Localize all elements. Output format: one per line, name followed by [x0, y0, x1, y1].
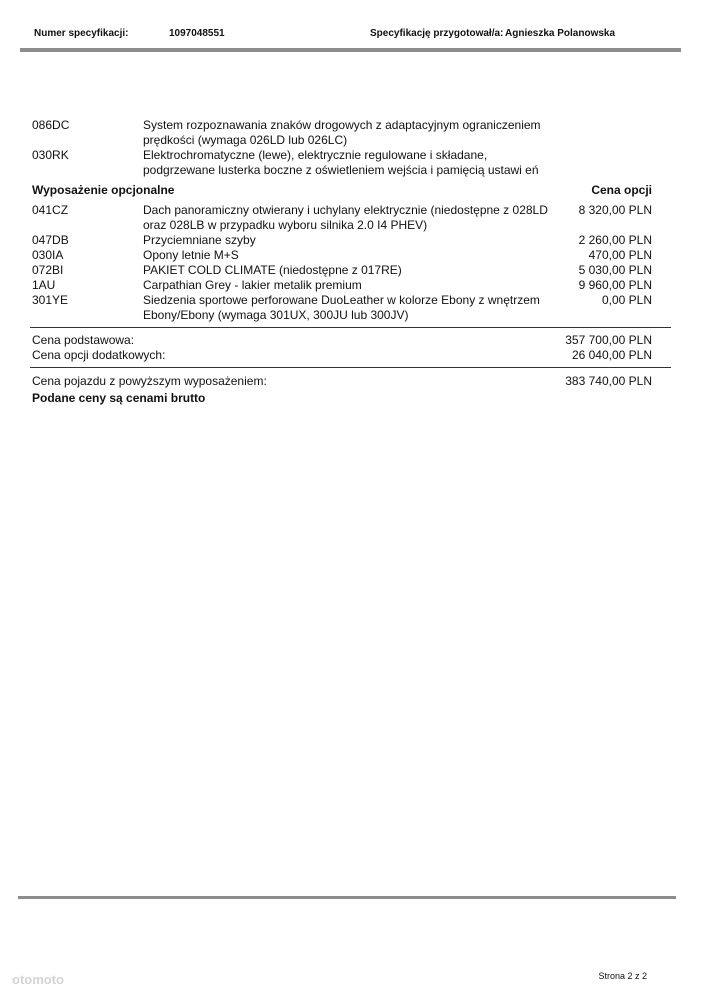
option-description: Opony letnie M+S: [143, 248, 239, 262]
total-price-value: 383 740,00 PLN: [565, 374, 652, 388]
optional-section-header: [32, 183, 652, 198]
page-number: Strona 2 z 2: [598, 971, 647, 981]
item-code: 030RK: [32, 148, 69, 162]
footer-divider: [18, 896, 676, 899]
option-description: Przyciemniane szyby: [143, 233, 256, 247]
item-code: 086DC: [32, 118, 70, 132]
base-price-row: [32, 333, 652, 348]
option-price: 2 260,00 PLN: [578, 233, 652, 247]
prepared-by-value: Agnieszka Polanowska: [505, 28, 616, 39]
table-row: [32, 278, 652, 293]
options-price-row: [32, 348, 652, 363]
option-price: 470,00 PLN: [588, 248, 652, 262]
total-price-label: Cena pojazdu z powyższym wyposażeniem:: [32, 374, 267, 388]
table-row: [32, 248, 652, 263]
option-code: 047DB: [32, 233, 69, 247]
list-item: [32, 118, 672, 148]
table-row: [32, 293, 652, 323]
total-divider: [30, 367, 671, 368]
option-description: Carpathian Grey - lakier metalik premium: [143, 278, 362, 292]
gross-prices-note: Podane ceny są cenami brutto: [32, 391, 206, 405]
option-code: 030IA: [32, 248, 64, 262]
option-description: PAKIET COLD CLIMATE (niedostępne z 017RE): [143, 263, 402, 277]
option-price: 5 030,00 PLN: [578, 263, 652, 277]
prepared-by-label: Specyfikację przygotował/a:: [370, 28, 504, 39]
list-item: [32, 148, 672, 178]
base-price-label: Cena podstawowa:: [32, 333, 135, 347]
item-description: System rozpoznawania znaków drogowych z adaptacyjnym ograniczeniem prędkości (wymaga 026LD lub 026LC): [143, 118, 541, 147]
option-code: 1AU: [32, 278, 56, 292]
total-price-row: [32, 374, 652, 389]
spec-number-label: Numer specyfikacji:: [34, 28, 129, 39]
option-code: 041CZ: [32, 203, 69, 217]
table-row: [32, 233, 652, 248]
option-description: Dach panoramiczny otwierany i uchylany elektrycznie (niedostępne z 028LD oraz 028LB w przypadku wyboru silnika 2.0 I4 PHEV): [143, 203, 548, 232]
summary-divider: [30, 327, 671, 328]
header-divider: [20, 48, 681, 52]
option-price-header: Cena opcji: [591, 183, 652, 197]
option-price: 9 960,00 PLN: [578, 278, 652, 292]
watermark-logo: otomoto: [12, 972, 64, 987]
options-price-value: 26 040,00 PLN: [571, 348, 652, 362]
option-price: 8 320,00 PLN: [578, 203, 652, 217]
option-code: 301YE: [32, 293, 69, 307]
standard-items-list: [32, 118, 672, 178]
spec-number-value: 1097048551: [169, 28, 225, 39]
option-code: 072BI: [32, 263, 64, 277]
option-description: Siedzenia sportowe perforowane DuoLeather w kolorze Ebony z wnętrzem Ebony/Ebony (wymaga 301UX, 300JU lub 300JV): [143, 293, 540, 322]
table-row: [32, 263, 652, 278]
table-row: [32, 203, 652, 233]
item-description: Elektrochromatyczne (lewe), elektrycznie regulowane i składane, podgrzewane lusterka boczne z oświetleniem wejścia i pamięcią ustawi eń: [143, 148, 539, 177]
option-price: 0,00 PLN: [601, 293, 652, 307]
optional-section-title: Wyposażenie opcjonalne: [32, 183, 175, 197]
options-price-label: Cena opcji dodatkowych:: [32, 348, 166, 362]
base-price-value: 357 700,00 PLN: [565, 333, 652, 347]
